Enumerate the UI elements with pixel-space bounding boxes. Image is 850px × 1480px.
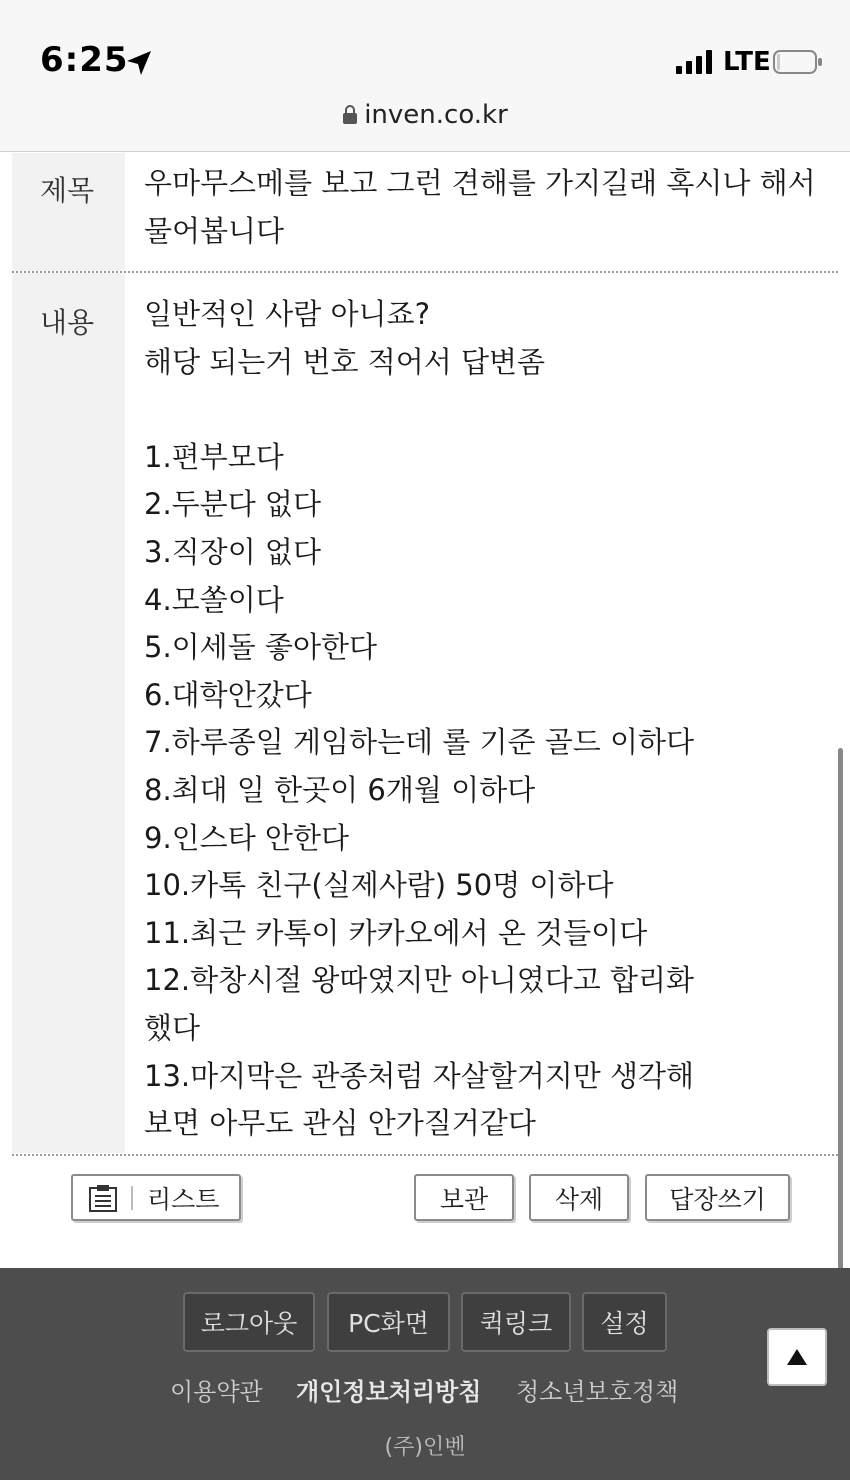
title-line: 물어봅니다 xyxy=(144,213,285,248)
site-footer xyxy=(0,1268,850,1480)
post-body xyxy=(144,291,818,1148)
body-line: 3.직장이 없다 xyxy=(144,534,321,569)
save-button[interactable] xyxy=(414,1174,514,1221)
delete-button-label: 삭제 xyxy=(554,1184,604,1214)
url-domain: inven.co.kr xyxy=(364,100,508,130)
body-line: 했다 xyxy=(144,1010,201,1045)
title-line: 우마무스메를 보고 그런 견해를 가지길래 혹시나 해서 xyxy=(144,166,816,200)
pc-view-button[interactable] xyxy=(327,1292,450,1352)
reply-button[interactable] xyxy=(645,1174,790,1221)
settings-button-label: 설정 xyxy=(600,1309,649,1338)
body-line: 5.이세돌 좋아한다 xyxy=(144,630,377,665)
body-line: 12.학창시절 왕따였지만 아니였다고 합리화 xyxy=(144,963,695,998)
body-line: 13.마지막은 관종처럼 자살할거지만 생각해 xyxy=(144,1058,695,1093)
title-label: 제목 xyxy=(40,174,95,207)
body-line: 11.최근 카톡이 카카오에서 온 것들이다 xyxy=(144,915,648,950)
list-button-label: 리스트 xyxy=(147,1184,220,1214)
list-button[interactable] xyxy=(71,1174,241,1221)
clipboard-icon xyxy=(87,1184,119,1212)
post-title xyxy=(144,160,818,255)
body-line: 1.편부모다 xyxy=(144,439,284,474)
delete-button[interactable] xyxy=(529,1174,629,1221)
quicklink-button-label: 퀵링크 xyxy=(479,1309,553,1338)
post-content-row xyxy=(12,273,838,1153)
body-line: 해당 되는거 번호 적어서 답변좀 xyxy=(144,344,546,379)
separator xyxy=(131,1186,133,1210)
logout-button[interactable] xyxy=(183,1292,315,1352)
title-label-cell xyxy=(12,153,125,271)
url-field[interactable] xyxy=(0,100,850,130)
body-line: 2.두분다 없다 xyxy=(144,487,321,522)
content-label-cell xyxy=(12,273,125,1153)
scroll-to-top-button[interactable] xyxy=(767,1328,827,1386)
body-line: 6.대학안갔다 xyxy=(144,677,312,712)
body-line: 9.인스타 안한다 xyxy=(144,820,349,855)
reply-button-label: 답장쓰기 xyxy=(669,1184,766,1214)
location-arrow-icon xyxy=(124,48,154,78)
company-name: (주)인벤 xyxy=(384,1435,466,1460)
logout-button-label: 로그아웃 xyxy=(200,1309,298,1338)
triangle-up-icon xyxy=(786,1348,808,1366)
battery-icon xyxy=(773,50,823,74)
pc-view-button-label: PC화면 xyxy=(348,1309,429,1338)
divider xyxy=(12,1154,838,1156)
content-label: 내용 xyxy=(40,306,95,339)
youth-policy-link[interactable]: 청소년보호정책 xyxy=(516,1378,679,1406)
settings-button[interactable] xyxy=(582,1292,667,1352)
body-line: 일반적인 사람 아니죠? xyxy=(144,297,430,331)
browser-top-bar xyxy=(0,0,850,152)
body-line: 4.모쏠이다 xyxy=(144,582,284,617)
privacy-policy-link[interactable]: 개인정보처리방침 xyxy=(296,1378,482,1406)
body-line xyxy=(144,386,818,434)
body-line: 7.하루종일 게임하는데 롤 기준 골드 이하다 xyxy=(144,725,694,760)
status-time: 6:25 xyxy=(40,40,129,80)
save-button-label: 보관 xyxy=(439,1184,489,1214)
lock-icon xyxy=(342,104,358,124)
post-title-row xyxy=(12,153,838,271)
quicklink-button[interactable] xyxy=(461,1292,571,1352)
terms-link[interactable]: 이용약관 xyxy=(170,1378,263,1406)
cellular-signal-icon xyxy=(676,50,716,74)
body-line: 보면 아무도 관심 안가질거같다 xyxy=(144,1106,536,1141)
body-line: 10.카톡 친구(실제사람) 50명 이하다 xyxy=(144,868,614,903)
network-type: LTE xyxy=(723,47,771,77)
body-line: 8.최대 일 한곳이 6개월 이하다 xyxy=(144,772,536,807)
